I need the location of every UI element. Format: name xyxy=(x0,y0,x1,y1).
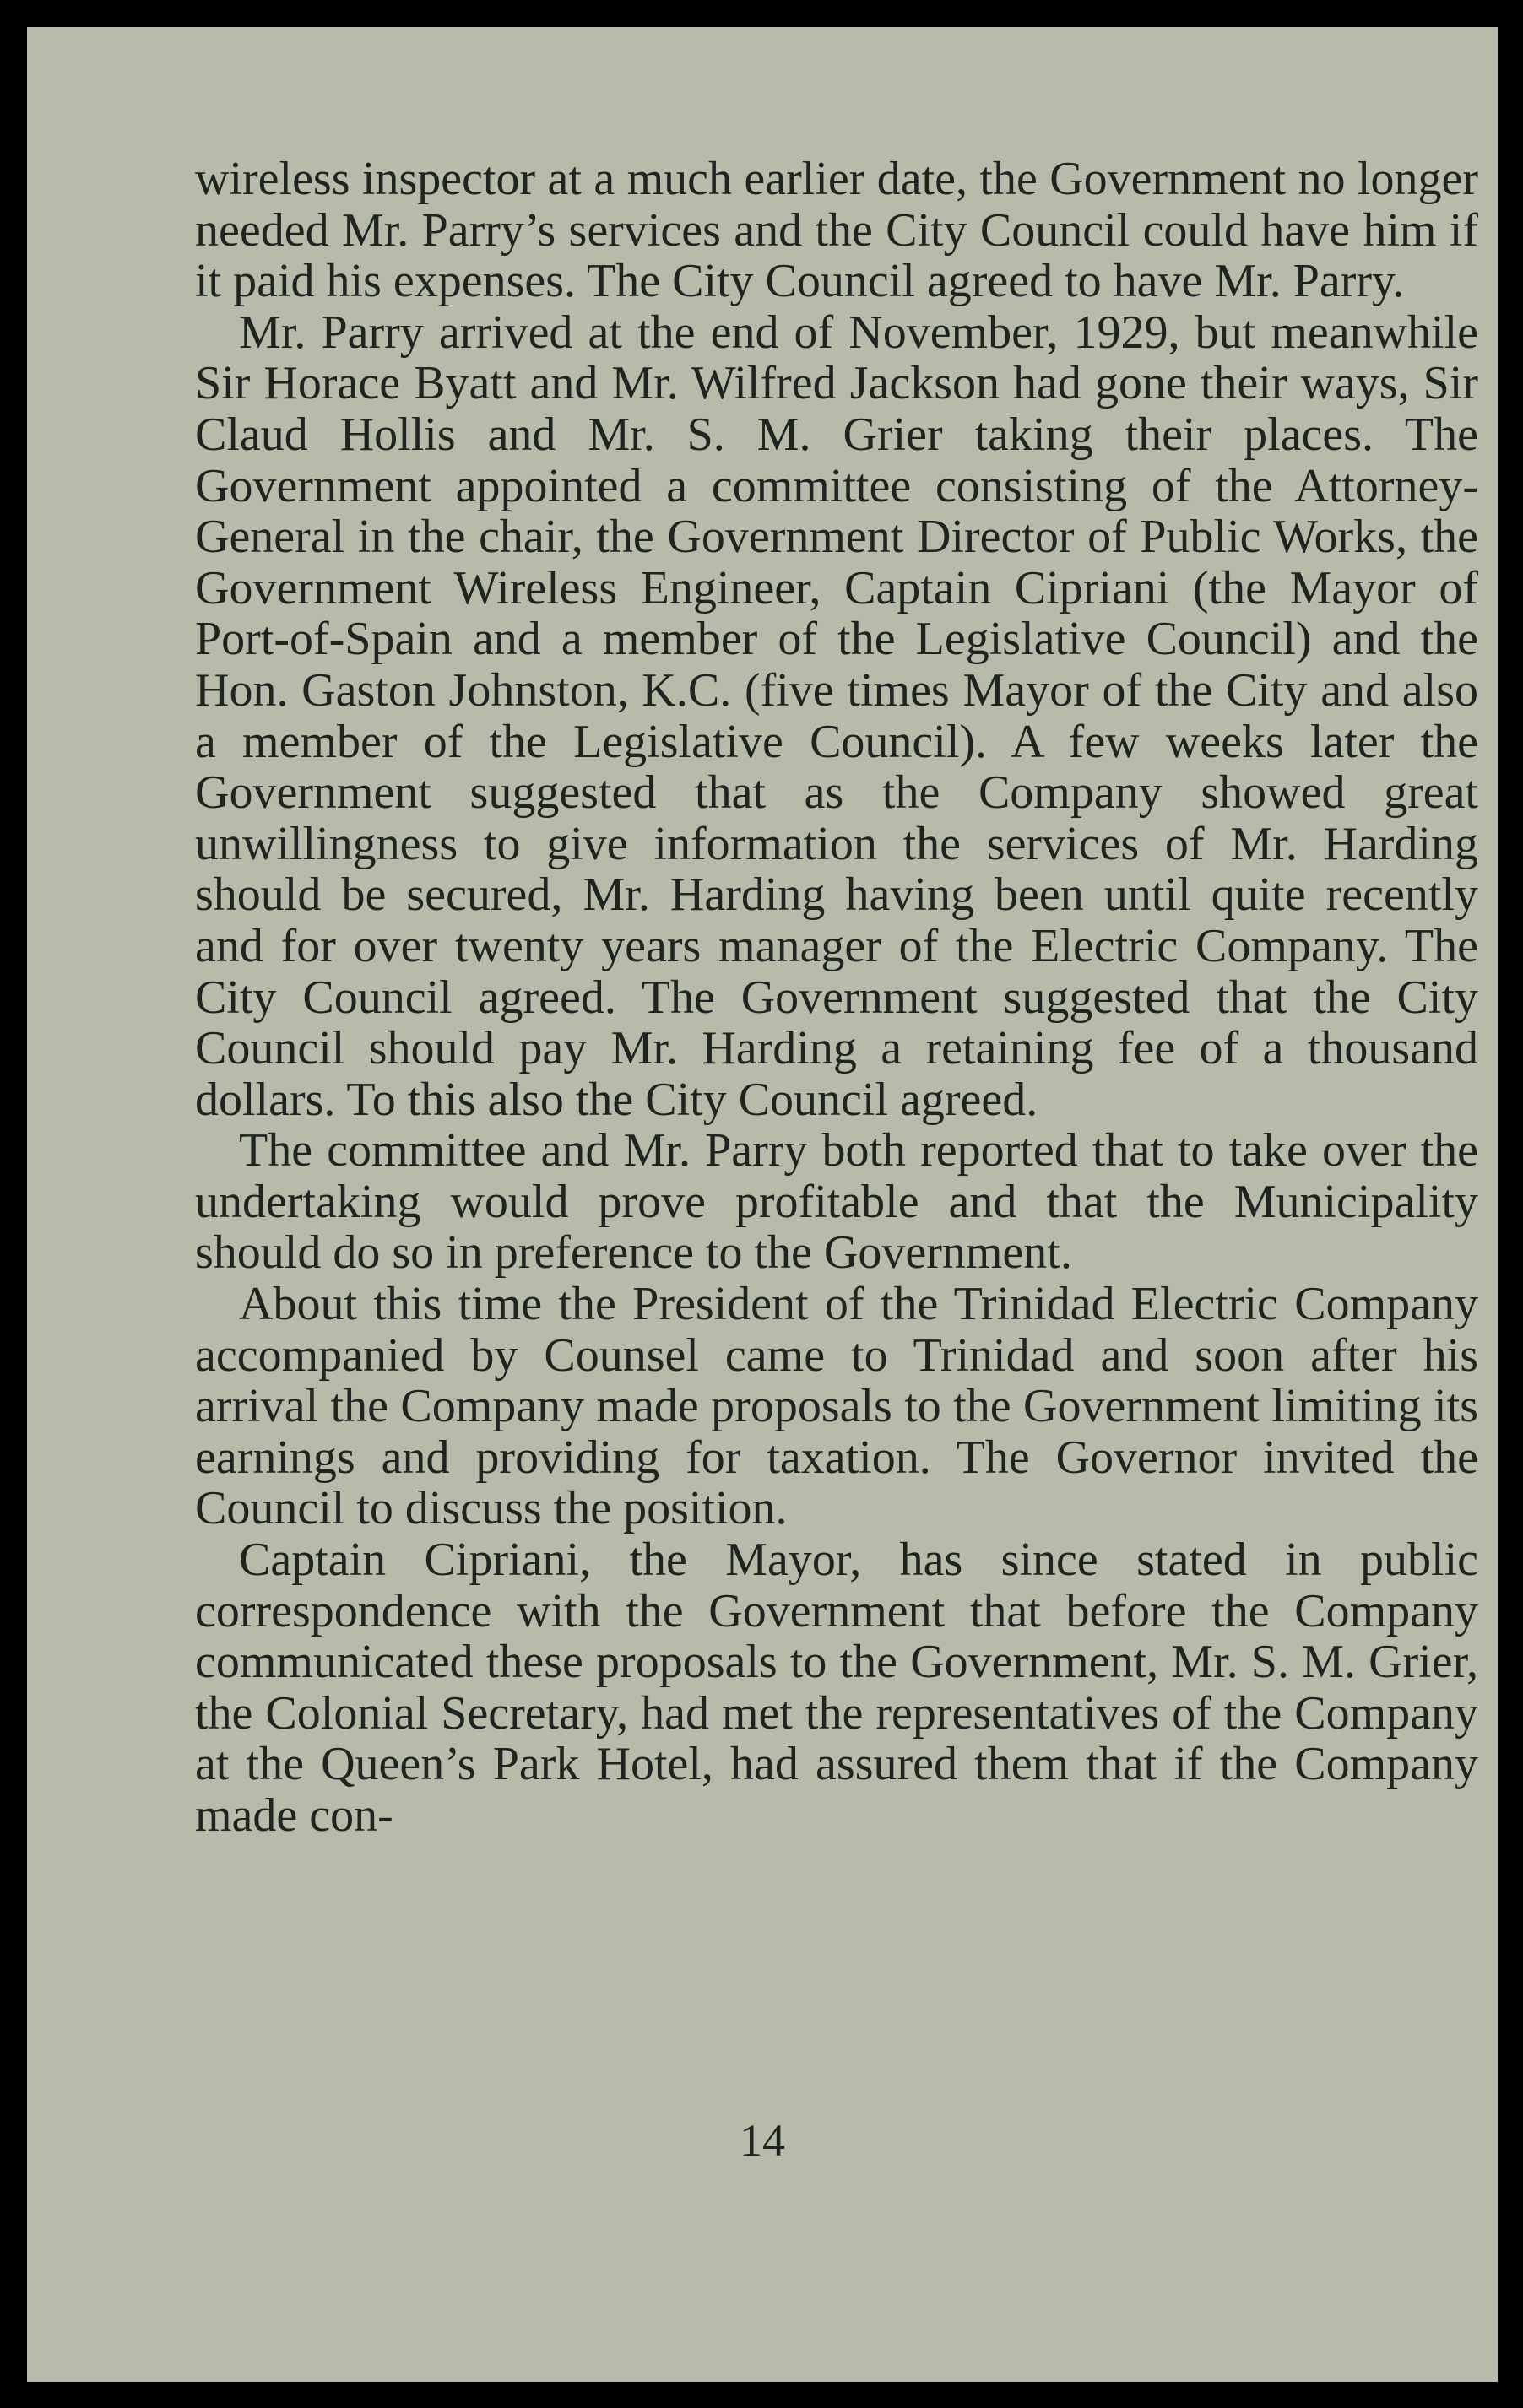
paragraph: About this time the President of the Trinidad Electric Company accompanied by Counsel came to Trinidad and soon after his arrival the Company made proposals to the Government limiting its earnings and providing for taxation. The Governor invited the Council to discuss the position. xyxy=(195,1278,1478,1535)
page-number: 14 xyxy=(740,2115,785,2166)
paragraph: Captain Cipriani, the Mayor, has since stated in public correspondence with the Government that before the Company communicated these proposals to the Government, Mr. S. M. Grier, the Colonial Secretary, had met the representatives of the Company at the Queen’s Park Hotel, had assured them that if the Company made con- xyxy=(195,1534,1478,1842)
body-text xyxy=(195,154,1478,1842)
book-page xyxy=(27,27,1498,2382)
paragraph: Mr. Parry arrived at the end of November, 1929, but meanwhile Sir Horace Byatt and Mr. Wilfred Jackson had gone their ways, Sir Claud Hollis and Mr. S. M. Grier taking their places. The Government appointed a committee consisting of the Attorney-General in the chair, the Government Director of Public Works, the Government Wireless Engineer, Captain Cipriani (the Mayor of Port-of-Spain and a member of the Legislative Council) and the Hon. Gaston Johnston, K.C. (five times Mayor of the City and also a member of the Legislative Council). A few weeks later the Government suggested that as the Company showed great unwillingness to give information the services of Mr. Harding should be secured, Mr. Harding having been until quite recently and for over twenty years manager of the Electric Company. The City Council agreed. The Government suggested that the City Council should pay Mr. Harding a retaining fee of a thousand dollars. To this also the City Council agreed. xyxy=(195,306,1478,1126)
paragraph: wireless inspector at a much earlier date, the Government no longer needed Mr. Parry’s services and the City Council could have him if it paid his expenses. The City Council agreed to have Mr. Parry. xyxy=(195,153,1478,308)
paragraph: The committee and Mr. Parry both reported that to take over the undertaking would prove profitable and that the Municipality should do so in preference to the Government. xyxy=(195,1124,1478,1280)
